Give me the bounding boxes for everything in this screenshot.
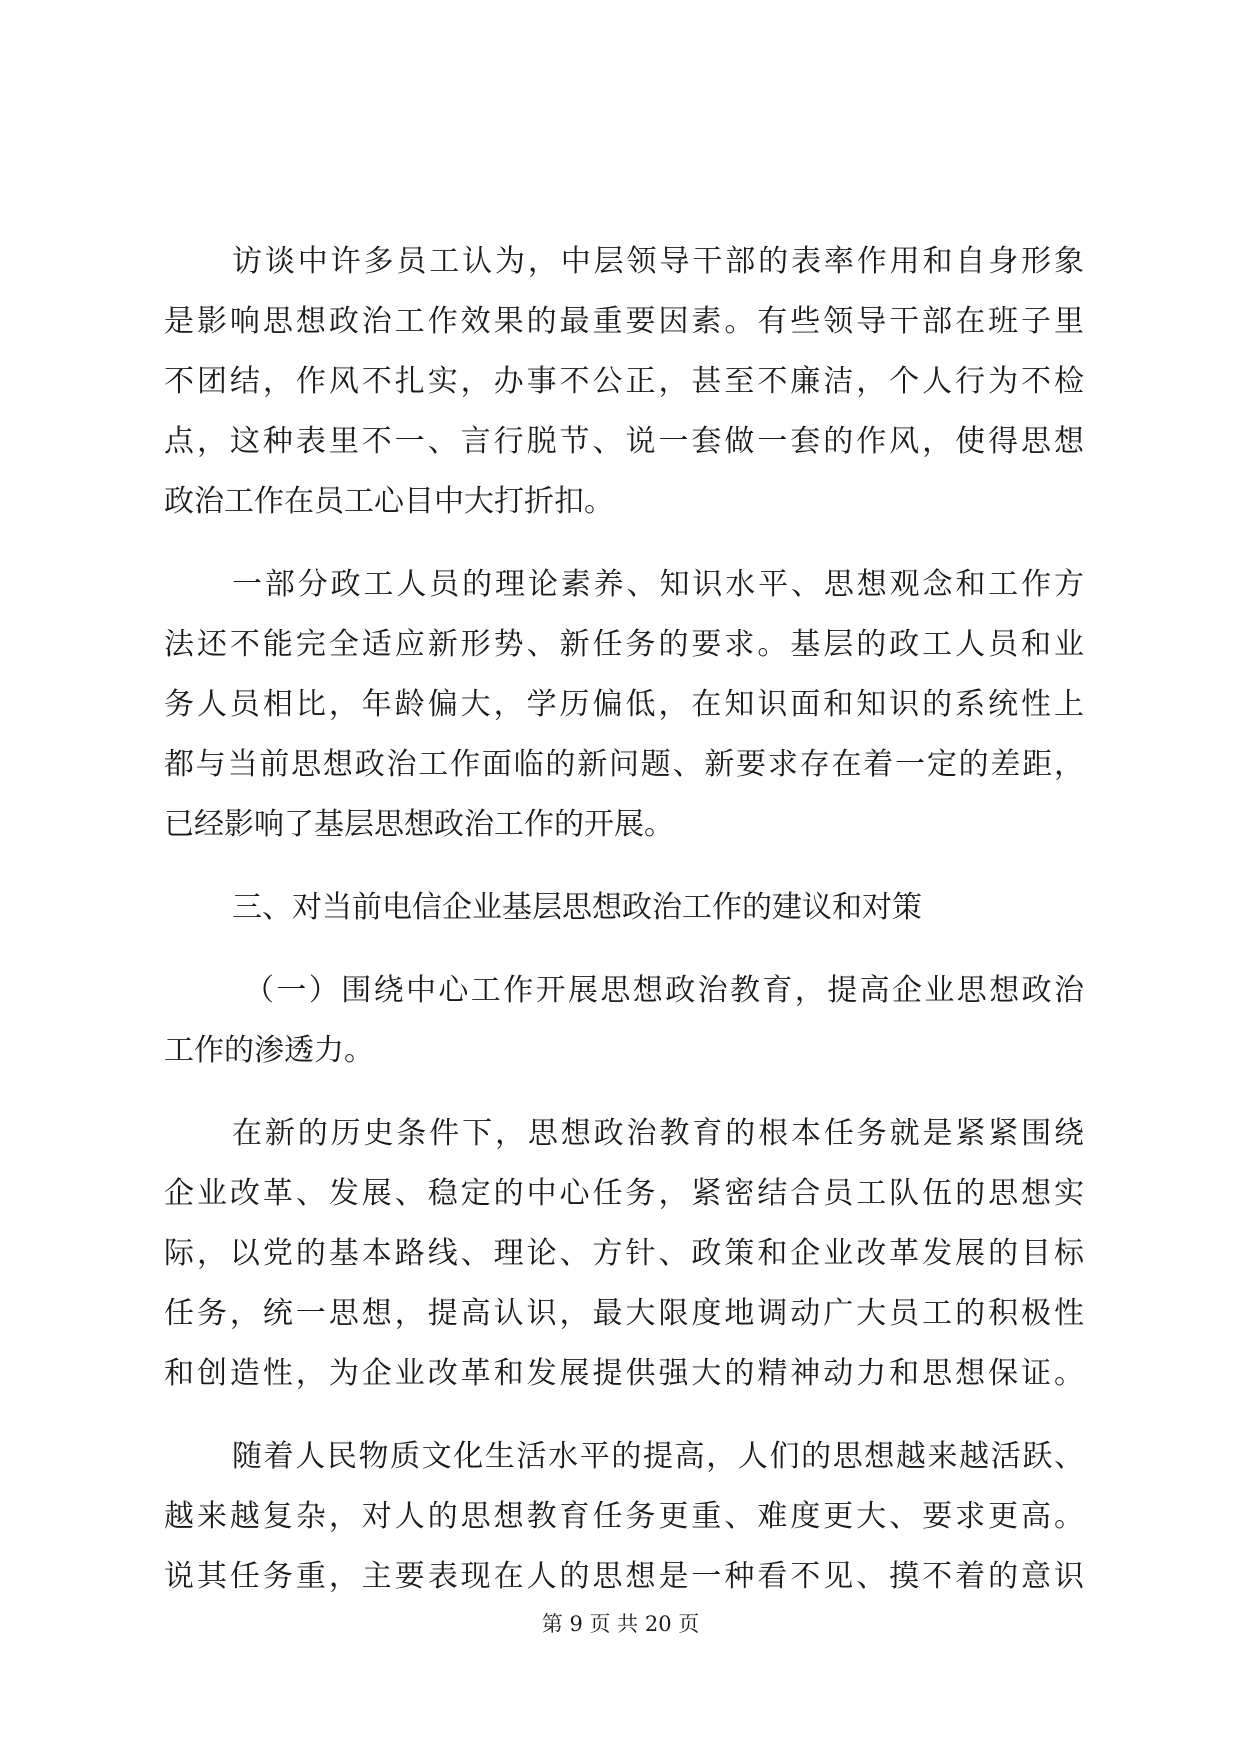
text-line: 三、对当前电信企业基层思想政治工作的建议和对策: [232, 890, 922, 925]
text-line: 际，以党的基本路线、理论、方针、政策和企业改革发展的目标: [164, 1236, 1084, 1271]
page-number-footer: 第 9 页 共 20 页: [541, 1612, 700, 1636]
text-line: 是影响思想政治工作效果的最重要因素。有些领导干部在班子里: [164, 304, 1084, 339]
text-line: 一部分政工人员的理论素养、知识水平、思想观念和工作方: [232, 567, 1084, 602]
text-line: 和创造性，为企业改革和发展提供强大的精神动力和思想保证。: [164, 1356, 1084, 1391]
text-line: 越来越复杂，对人的思想教育任务更重、难度更大、要求更高。: [164, 1499, 1084, 1534]
text-line: 任务，统一思想，提高认识，最大限度地调动广大员工的积极性: [164, 1296, 1084, 1331]
paragraph: [164, 1104, 1084, 1404]
text-line: 务人员相比，年龄偏大，学历偏低，在知识面和知识的系统性上: [164, 687, 1084, 722]
text-line: 都与当前思想政治工作面临的新问题、新要求存在着一定的差距，: [164, 747, 1084, 782]
text-line: 政治工作在员工心目中大打折扣。: [164, 484, 614, 519]
text-line: 访谈中许多员工认为，中层领导干部的表率作用和自身形象: [232, 244, 1084, 279]
text-line: 在新的历史条件下，思想政治教育的根本任务就是紧紧围绕: [232, 1116, 1084, 1151]
paragraph: [164, 232, 1084, 532]
text-line: 已经影响了基层思想政治工作的开展。: [164, 807, 674, 842]
text-line: 不团结，作风不扎实，办事不公正，甚至不廉洁，个人行为不检: [164, 364, 1084, 399]
section-heading: [164, 878, 1084, 938]
paragraph: [164, 555, 1084, 855]
text-line: 法还不能完全适应新形势、新任务的要求。基层的政工人员和业: [164, 627, 1084, 662]
text-line: 企业改革、发展、稳定的中心任务，紧密结合员工队伍的思想实: [164, 1176, 1084, 1211]
document-body: [164, 232, 1084, 1607]
text-line: 工作的渗透力。: [164, 1033, 374, 1068]
text-line: 说其任务重，主要表现在人的思想是一种看不见、摸不着的意识: [164, 1559, 1084, 1594]
subsection-heading: [164, 961, 1084, 1081]
text-line: 点，这种表里不一、言行脱节、说一套做一套的作风，使得思想: [164, 424, 1084, 459]
text-line: 随着人民物质文化生活水平的提高，人们的思想越来越活跃、: [232, 1439, 1084, 1474]
paragraph: [164, 1427, 1084, 1607]
text-line: （一）围绕中心工作开展思想政治教育，提高企业思想政治: [244, 973, 1084, 1008]
